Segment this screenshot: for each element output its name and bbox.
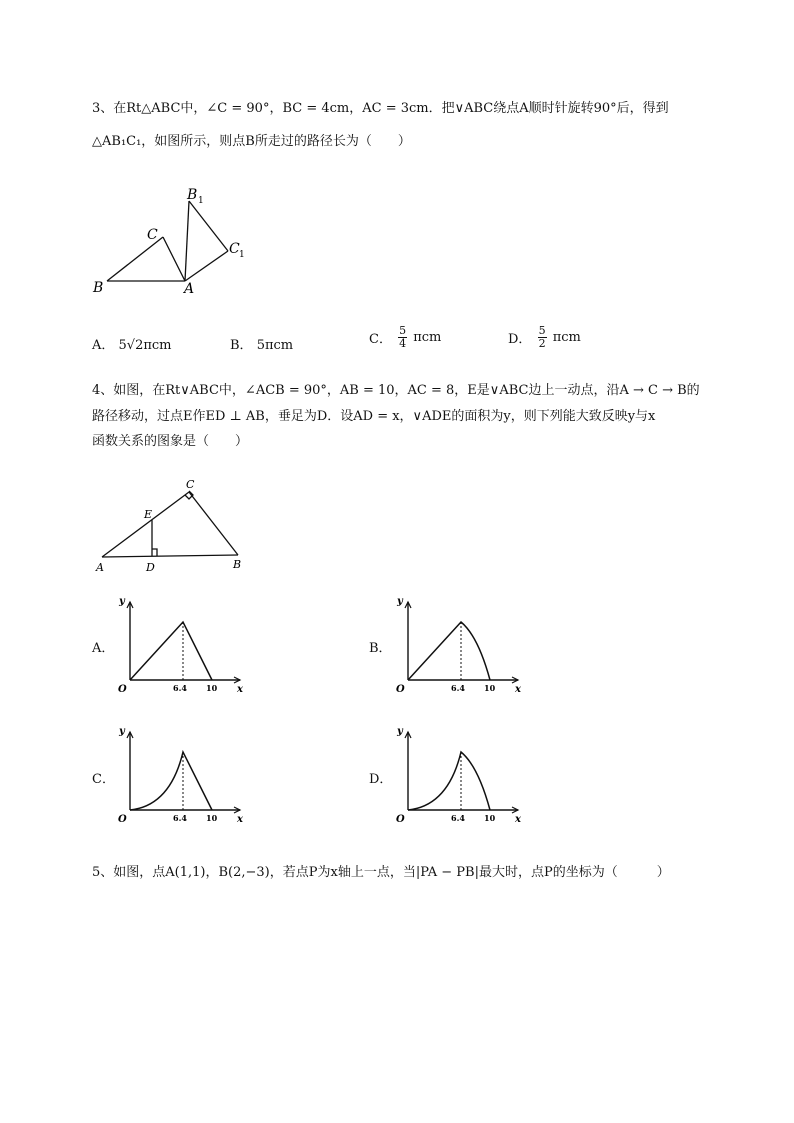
option-c-label: C．: [369, 332, 392, 347]
q4-text-line2: 路径移动，过点E作ED ⊥ AB，垂足为D．设AD = x，∨ADE的面积为y，则下列能大致反映y与x: [92, 409, 656, 424]
option-d-rest: πcm: [552, 330, 581, 345]
option-a-text: 5√2πcm: [118, 338, 172, 353]
option-c-rest: πcm: [413, 330, 442, 345]
y-axis-label: y: [397, 726, 403, 737]
q4-text-line3: 函数关系的图象是（ ）: [92, 434, 249, 449]
x-axis-label: x: [515, 684, 521, 695]
tick-label-peak: 6.4: [173, 813, 187, 823]
q3-text-line1: 3、在Rt△ABC中，∠C = 90°，BC = 4cm，AC = 3cm．把∨ABC绕点A顺时针旋转90°后，得到: [92, 101, 669, 116]
label-E: E: [144, 508, 153, 521]
option-a-label: A．: [92, 641, 115, 656]
q3-option-b[interactable]: [230, 334, 293, 353]
q3-text-line2: △AB₁C₁，如图所示，则点B所走过的路径长为（ ）: [92, 134, 411, 149]
y-axis-label: y: [397, 596, 403, 607]
option-b-text: 5πcm: [256, 338, 294, 353]
fraction-numerator: 5: [399, 324, 407, 337]
option-d-fraction: [538, 325, 547, 350]
x-axis-label: x: [237, 814, 243, 825]
tick-label-end: 10: [484, 813, 496, 823]
tick-label-peak: 6.4: [451, 683, 465, 693]
label-B1: B: [187, 187, 198, 203]
label-C: C: [147, 227, 158, 243]
option-d-label: D．: [508, 332, 532, 347]
fraction-numerator: 5: [538, 324, 546, 337]
q3-option-a[interactable]: [92, 334, 172, 353]
label-D: D: [146, 561, 155, 574]
option-c-label: C．: [92, 772, 115, 787]
origin-label: O: [396, 684, 405, 695]
label-C1: C: [229, 241, 240, 257]
y-axis-label: y: [119, 726, 125, 737]
q4-text-line1: 4、如图，在Rt∨ABC中，∠ACB = 90°，AB = 10，AC = 8，E是∨ABC边上一动点，沿A → C → B的: [92, 383, 700, 398]
option-c-fraction: [398, 325, 407, 350]
q4-triangle-figure: [90, 475, 260, 575]
option-d-label: D．: [369, 772, 393, 787]
tick-label-peak: 6.4: [451, 813, 465, 823]
q3-option-c[interactable]: [369, 325, 441, 350]
label-B1-sub: 1: [198, 196, 204, 206]
x-axis-label: x: [515, 814, 521, 825]
label-C1-sub: 1: [239, 250, 245, 260]
option-b-label: B．: [369, 641, 392, 656]
tick-label-end: 10: [484, 683, 496, 693]
function-curve: [408, 752, 490, 810]
q3-option-d[interactable]: [508, 325, 581, 350]
function-curve: [408, 622, 490, 680]
option-a-label: A．: [92, 338, 115, 353]
origin-label: O: [396, 814, 405, 825]
graph-b: [390, 592, 525, 697]
fraction-denominator: 2: [538, 337, 546, 350]
function-curve: [130, 752, 212, 810]
graph-a: [112, 592, 247, 697]
q4-option-d[interactable]: [369, 768, 392, 787]
graph-c: [112, 722, 247, 827]
graph-d: [390, 722, 525, 827]
q4-option-b[interactable]: [369, 637, 392, 656]
label-A: A: [184, 281, 195, 297]
x-axis-label: x: [237, 684, 243, 695]
option-b-label: B．: [230, 338, 253, 353]
fraction-denominator: 4: [399, 337, 407, 350]
q3-rotation-figure: [85, 180, 265, 300]
label-C: C: [186, 478, 195, 491]
origin-label: O: [118, 814, 127, 825]
label-B: B: [93, 280, 104, 296]
tick-label-end: 10: [206, 683, 218, 693]
function-curve: [130, 622, 212, 680]
tick-label-peak: 6.4: [173, 683, 187, 693]
label-B: B: [233, 558, 242, 571]
label-A: A: [96, 561, 104, 574]
q5-text-line1: 5、如图，点A(1,1)，B(2,−3)，若点P为x轴上一点，当|PA − PB|最大时，点P的坐标为（ ）: [92, 865, 670, 880]
tick-label-end: 10: [206, 813, 218, 823]
y-axis-label: y: [119, 596, 125, 607]
origin-label: O: [118, 684, 127, 695]
